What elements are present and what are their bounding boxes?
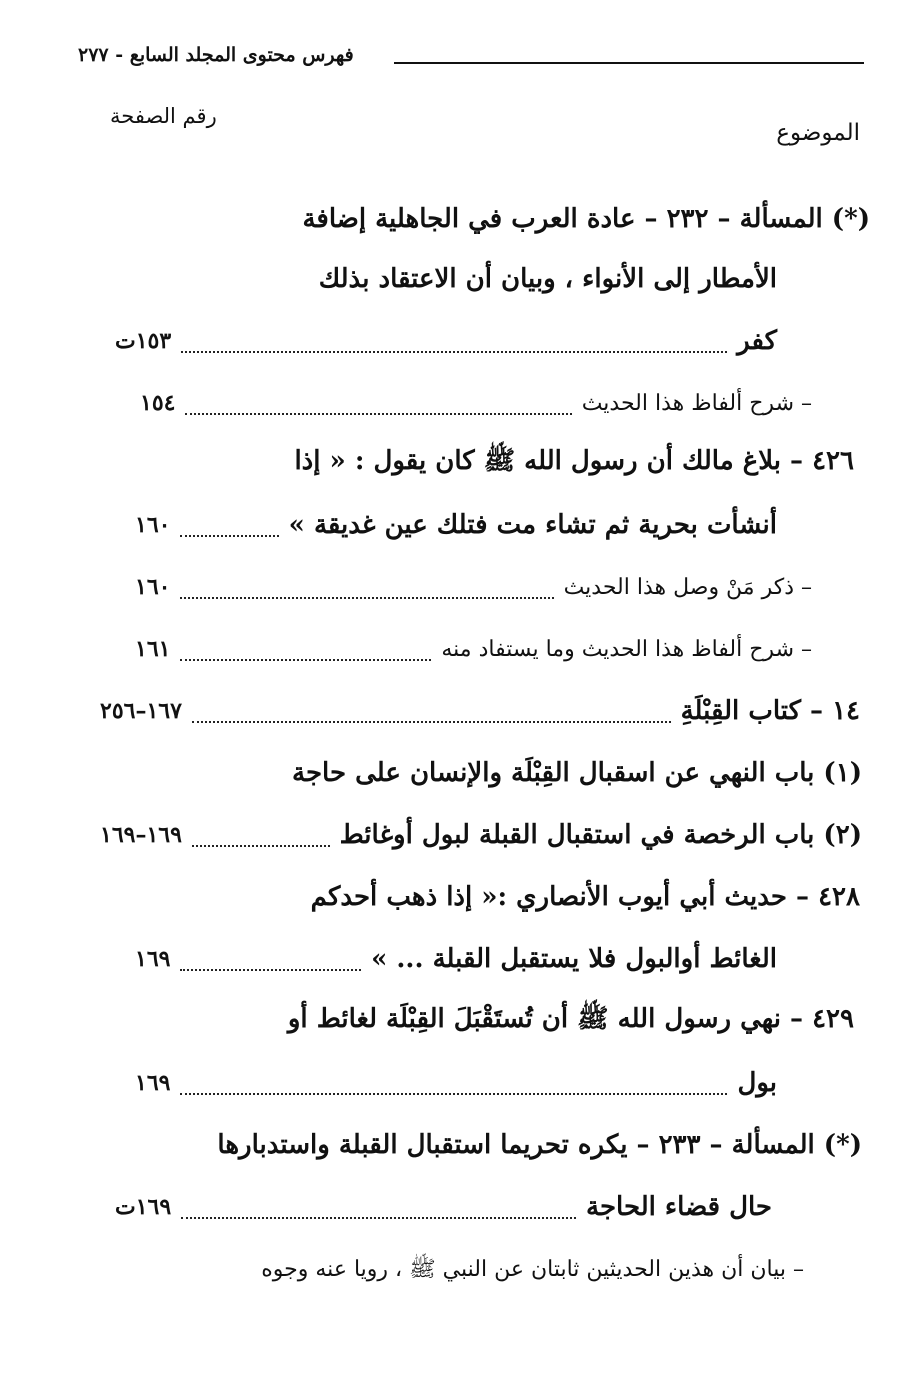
index-entry: [135, 624, 812, 674]
entry-text: ١٤ – كتاب القِبْلَةِ: [680, 696, 860, 726]
index-entry: [210, 194, 870, 244]
entry-text: (*) المسألة – ٢٣٣ – يكره تحريما استقبال القبلة واستدبارها: [217, 1130, 862, 1160]
index-entry: [135, 562, 812, 612]
index-entry: [210, 996, 854, 1046]
index-entry: [200, 1246, 804, 1296]
page-column-heading: رقم الصفحة: [110, 104, 217, 128]
entry-text: – ذكر مَنْ وصل هذا الحديث: [563, 574, 812, 600]
index-entry: [280, 748, 862, 798]
entry-text: (١) باب النهي عن اسقبال القِبْلَة والإنسان على حاجة: [292, 758, 862, 788]
index-entry: [115, 1182, 772, 1232]
entry-text: حال قضاء الحاجة: [586, 1192, 772, 1222]
entry-text: (*) المسألة – ٢٣٢ – عادة العرب في الجاهلية إضافة: [302, 204, 870, 234]
index-entry: [135, 500, 777, 550]
entry-text: الأمطار إلى الأنواء ، وبيان أن الاعتقاد بذلك: [318, 264, 777, 294]
entry-text: – شرح ألفاظ هذا الحديث: [581, 390, 812, 416]
entry-page-number: ١٦٩: [135, 946, 171, 972]
dot-leader: [185, 403, 571, 415]
dot-leader: [180, 959, 361, 971]
entry-page-number: ١٦٩: [135, 1070, 171, 1096]
index-entry: [210, 254, 777, 304]
dot-leader: [180, 525, 278, 537]
entry-text: (٢) باب الرخصة في استقبال القبلة لبول أوغائط: [339, 820, 862, 850]
entry-page-number: ١٦٠: [135, 574, 171, 600]
dot-leader: [180, 587, 553, 599]
index-entry: [140, 378, 812, 428]
entry-text: الغائط أوالبول فلا يستقبل القبلة ... »: [371, 944, 777, 974]
running-header: [58, 40, 864, 80]
index-entry: [115, 316, 777, 366]
dot-leader: [180, 649, 431, 661]
entry-text: بول: [737, 1068, 777, 1098]
dot-leader: [181, 341, 727, 353]
entry-text: – شرح ألفاظ هذا الحديث وما يستفاد منه: [441, 636, 812, 662]
index-entry: [210, 1120, 862, 1170]
entry-page-number: ١٦٩–١٦٩: [100, 822, 182, 848]
entry-text: – بيان أن هذين الحديثين ثابتان عن النبي ﷺ ، رويا عنه وجوه: [261, 1257, 804, 1282]
index-entry: [135, 934, 777, 984]
dot-leader: [180, 1083, 727, 1095]
entry-page-number: ١٦٠: [135, 512, 171, 538]
index-entry: [135, 1058, 777, 1108]
index-entry: [210, 872, 860, 922]
entry-page-number: ١٦٧–٢٥٦: [100, 698, 182, 724]
dot-leader: [192, 711, 671, 723]
entry-text: كفر: [737, 326, 777, 356]
index-entry: [100, 810, 862, 860]
entry-page-number: ١٦١: [135, 636, 171, 662]
entry-text: أنشأت بحرية ثم تشاء مت فتلك عين غديقة »: [288, 510, 777, 540]
dot-leader: [181, 1207, 576, 1219]
index-entry: [100, 686, 860, 736]
topic-column-heading: الموضوع: [776, 120, 860, 146]
entry-page-number: ١٥٤: [140, 390, 176, 416]
header-rule: [394, 62, 864, 64]
running-title: فهرس محتوى المجلد السابع - ٢٧٧: [78, 44, 354, 66]
entry-text: ٤٢٦ – بلاغ مالك أن رسول الله ﷺ كان يقول : « إذا: [294, 446, 854, 476]
entry-text: ٤٢٩ – نهي رسول الله ﷺ أن تُستَقْبَلَ القِبْلَة لغائط أو: [287, 1004, 854, 1034]
entry-page-number: ١٥٣ت: [115, 328, 172, 354]
index-entry: [210, 438, 854, 488]
entry-page-number: ١٦٩ت: [115, 1194, 172, 1220]
entry-text: ٤٢٨ – حديث أبي أيوب الأنصاري :« إذا ذهب أحدكم: [310, 882, 860, 912]
dot-leader: [192, 835, 330, 847]
